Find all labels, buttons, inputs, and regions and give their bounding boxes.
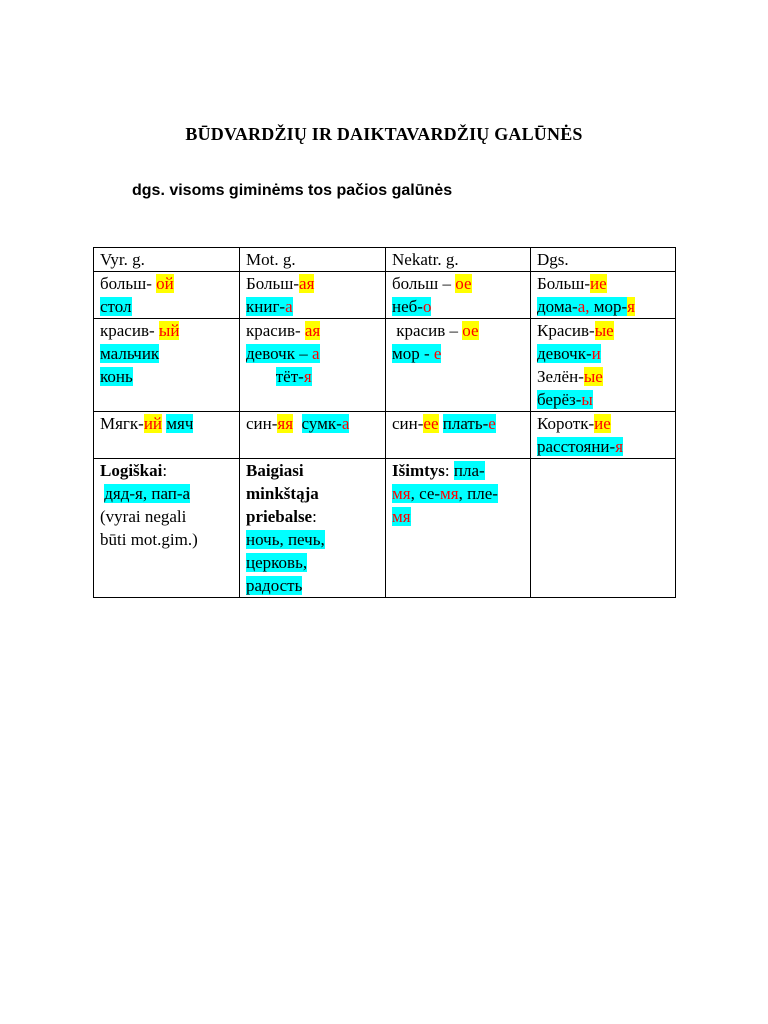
text-segment: ое <box>462 321 479 340</box>
cell-plural <box>531 412 676 459</box>
text-segment: Больш- <box>537 274 591 293</box>
text-segment: мальчик <box>100 344 160 363</box>
text-segment: а <box>285 297 293 316</box>
table-row <box>94 412 676 459</box>
text-segment: ая <box>304 321 321 340</box>
text-segment: Коротк- <box>537 414 595 433</box>
cell-line <box>537 365 669 388</box>
endings-table <box>93 247 676 598</box>
header-masculine: Vyr. g. <box>94 248 240 272</box>
text-segment: Больш- <box>246 274 300 293</box>
text-segment: я <box>303 367 312 386</box>
text-segment: стол <box>100 297 132 316</box>
text-segment: Красив- <box>537 321 595 340</box>
cell-line <box>246 505 379 528</box>
text-segment: красив – <box>392 321 463 340</box>
text-segment: е <box>488 414 496 433</box>
text-segment: и <box>591 344 601 363</box>
text-segment: : <box>444 461 454 480</box>
text-segment: син- <box>246 414 278 433</box>
cell-line <box>246 319 379 342</box>
text-segment: мя <box>392 507 411 526</box>
text-segment: е <box>433 344 442 363</box>
header-neuter: Nekatr. g. <box>386 248 531 272</box>
text-segment: būti mot.gim.) <box>100 530 198 549</box>
header-plural: Dgs. <box>531 248 676 272</box>
cell-line <box>100 482 233 505</box>
text-segment: ое <box>455 274 472 293</box>
text-segment: мор- <box>593 297 628 316</box>
cell-line <box>246 412 379 435</box>
text-segment: мор - <box>392 344 434 363</box>
cell-line <box>100 295 233 318</box>
text-segment: мя <box>440 484 459 503</box>
cell-line <box>392 272 524 295</box>
cell-line <box>100 319 233 342</box>
cell-line <box>100 272 233 295</box>
cell-line <box>392 295 524 318</box>
text-segment: син- <box>392 414 424 433</box>
cell-line <box>392 342 524 365</box>
cell-line <box>392 412 524 435</box>
text-segment <box>246 367 276 386</box>
cell-line <box>537 295 669 318</box>
table-row <box>94 272 676 319</box>
text-segment <box>293 414 302 433</box>
cell-neuter <box>386 319 531 412</box>
text-segment: а <box>341 414 350 433</box>
text-segment: Išimtys <box>392 461 445 480</box>
cell-line <box>537 319 669 342</box>
text-segment: , се- <box>410 484 441 503</box>
text-segment: а <box>311 344 320 363</box>
cell-line <box>100 342 233 365</box>
cell-line <box>246 528 379 551</box>
cell-line <box>392 459 524 482</box>
text-segment: Мягк- <box>100 414 144 433</box>
text-segment: ы <box>581 390 593 409</box>
text-segment: ий <box>143 414 163 433</box>
cell-line <box>537 412 669 435</box>
header-row <box>94 248 676 272</box>
text-segment: радость <box>246 576 303 595</box>
text-segment: priebalse <box>246 507 313 526</box>
text-segment: неб- <box>392 297 423 316</box>
text-segment: о <box>422 297 432 316</box>
cell-feminine <box>240 319 386 412</box>
text-segment: ая <box>299 274 315 293</box>
text-segment: девочк- <box>537 344 592 363</box>
text-segment: Зелён- <box>537 367 584 386</box>
text-segment: : <box>312 507 317 526</box>
cell-line <box>100 505 233 528</box>
text-segment: конь <box>100 367 133 386</box>
cell-masculine-note <box>94 459 240 598</box>
text-segment: книг- <box>246 297 286 316</box>
text-segment: minkštąja <box>246 484 319 503</box>
text-segment: Baigiasi <box>246 461 304 480</box>
text-segment: дяд-я, пап-а <box>104 484 191 503</box>
cell-line <box>537 388 669 411</box>
text-segment: ый <box>158 321 180 340</box>
cell-line <box>537 435 669 458</box>
cell-line <box>246 342 379 365</box>
text-segment: а, <box>577 297 594 316</box>
cell-line <box>246 574 379 597</box>
cell-line <box>246 459 379 482</box>
header-feminine: Mot. g. <box>240 248 386 272</box>
cell-line <box>246 551 379 574</box>
text-segment: : <box>162 461 168 480</box>
text-segment: мяч <box>166 414 194 433</box>
cell-line <box>392 482 524 505</box>
table-row <box>94 459 676 598</box>
text-segment: Logiškai <box>100 461 163 480</box>
text-segment: ой <box>156 274 174 293</box>
cell-line <box>537 342 669 365</box>
cell-neuter-note <box>386 459 531 598</box>
text-segment: , пле- <box>458 484 498 503</box>
cell-masculine <box>94 412 240 459</box>
cell-masculine <box>94 319 240 412</box>
text-segment: ее <box>423 414 439 433</box>
text-segment: расстояни- <box>537 437 616 456</box>
text-segment: девочк – <box>246 344 312 363</box>
cell-line <box>246 365 379 388</box>
cell-line <box>246 295 379 318</box>
cell-neuter <box>386 272 531 319</box>
text-segment: больш- <box>100 274 157 293</box>
cell-neuter <box>386 412 531 459</box>
text-segment: ие <box>590 274 607 293</box>
cell-line <box>246 272 379 295</box>
cell-masculine <box>94 272 240 319</box>
cell-line <box>246 482 379 505</box>
text-segment: церковь, <box>246 553 308 572</box>
cell-feminine-note <box>240 459 386 598</box>
cell-feminine <box>240 272 386 319</box>
text-segment: ие <box>594 414 611 433</box>
cell-feminine <box>240 412 386 459</box>
subtitle: dgs. visoms giminėms tos pačios galūnės <box>132 182 453 199</box>
text-segment: пла- <box>453 461 485 480</box>
text-segment: тёт- <box>275 367 304 386</box>
cell-line <box>100 365 233 388</box>
cell-line <box>392 319 524 342</box>
cell-line <box>392 505 524 528</box>
text-segment: сумк- <box>301 414 342 433</box>
text-segment: красив- <box>100 321 159 340</box>
text-segment: дома- <box>537 297 578 316</box>
cell-plural-note <box>531 459 676 598</box>
text-segment: я <box>627 297 635 316</box>
text-segment: ые <box>583 367 603 386</box>
text-segment: мя <box>392 484 411 503</box>
text-segment: ночь, печь, <box>246 530 325 549</box>
page-title: BŪDVARDŽIŲ IR DAIKTAVARDŽIŲ GALŪNĖS <box>185 124 583 144</box>
text-segment: плать- <box>442 414 489 433</box>
cell-line <box>100 412 233 435</box>
text-segment: больш – <box>392 274 456 293</box>
table-row <box>94 319 676 412</box>
cell-plural <box>531 272 676 319</box>
text-segment: берёз- <box>537 390 582 409</box>
cell-line <box>100 528 233 551</box>
cell-line <box>100 459 233 482</box>
text-segment: красив- <box>246 321 305 340</box>
text-segment: (vyrai negali <box>100 507 187 526</box>
cell-line <box>537 272 669 295</box>
text-segment: ые <box>594 321 614 340</box>
text-segment: яя <box>277 414 294 433</box>
text-segment: я <box>615 437 624 456</box>
cell-plural <box>531 319 676 412</box>
